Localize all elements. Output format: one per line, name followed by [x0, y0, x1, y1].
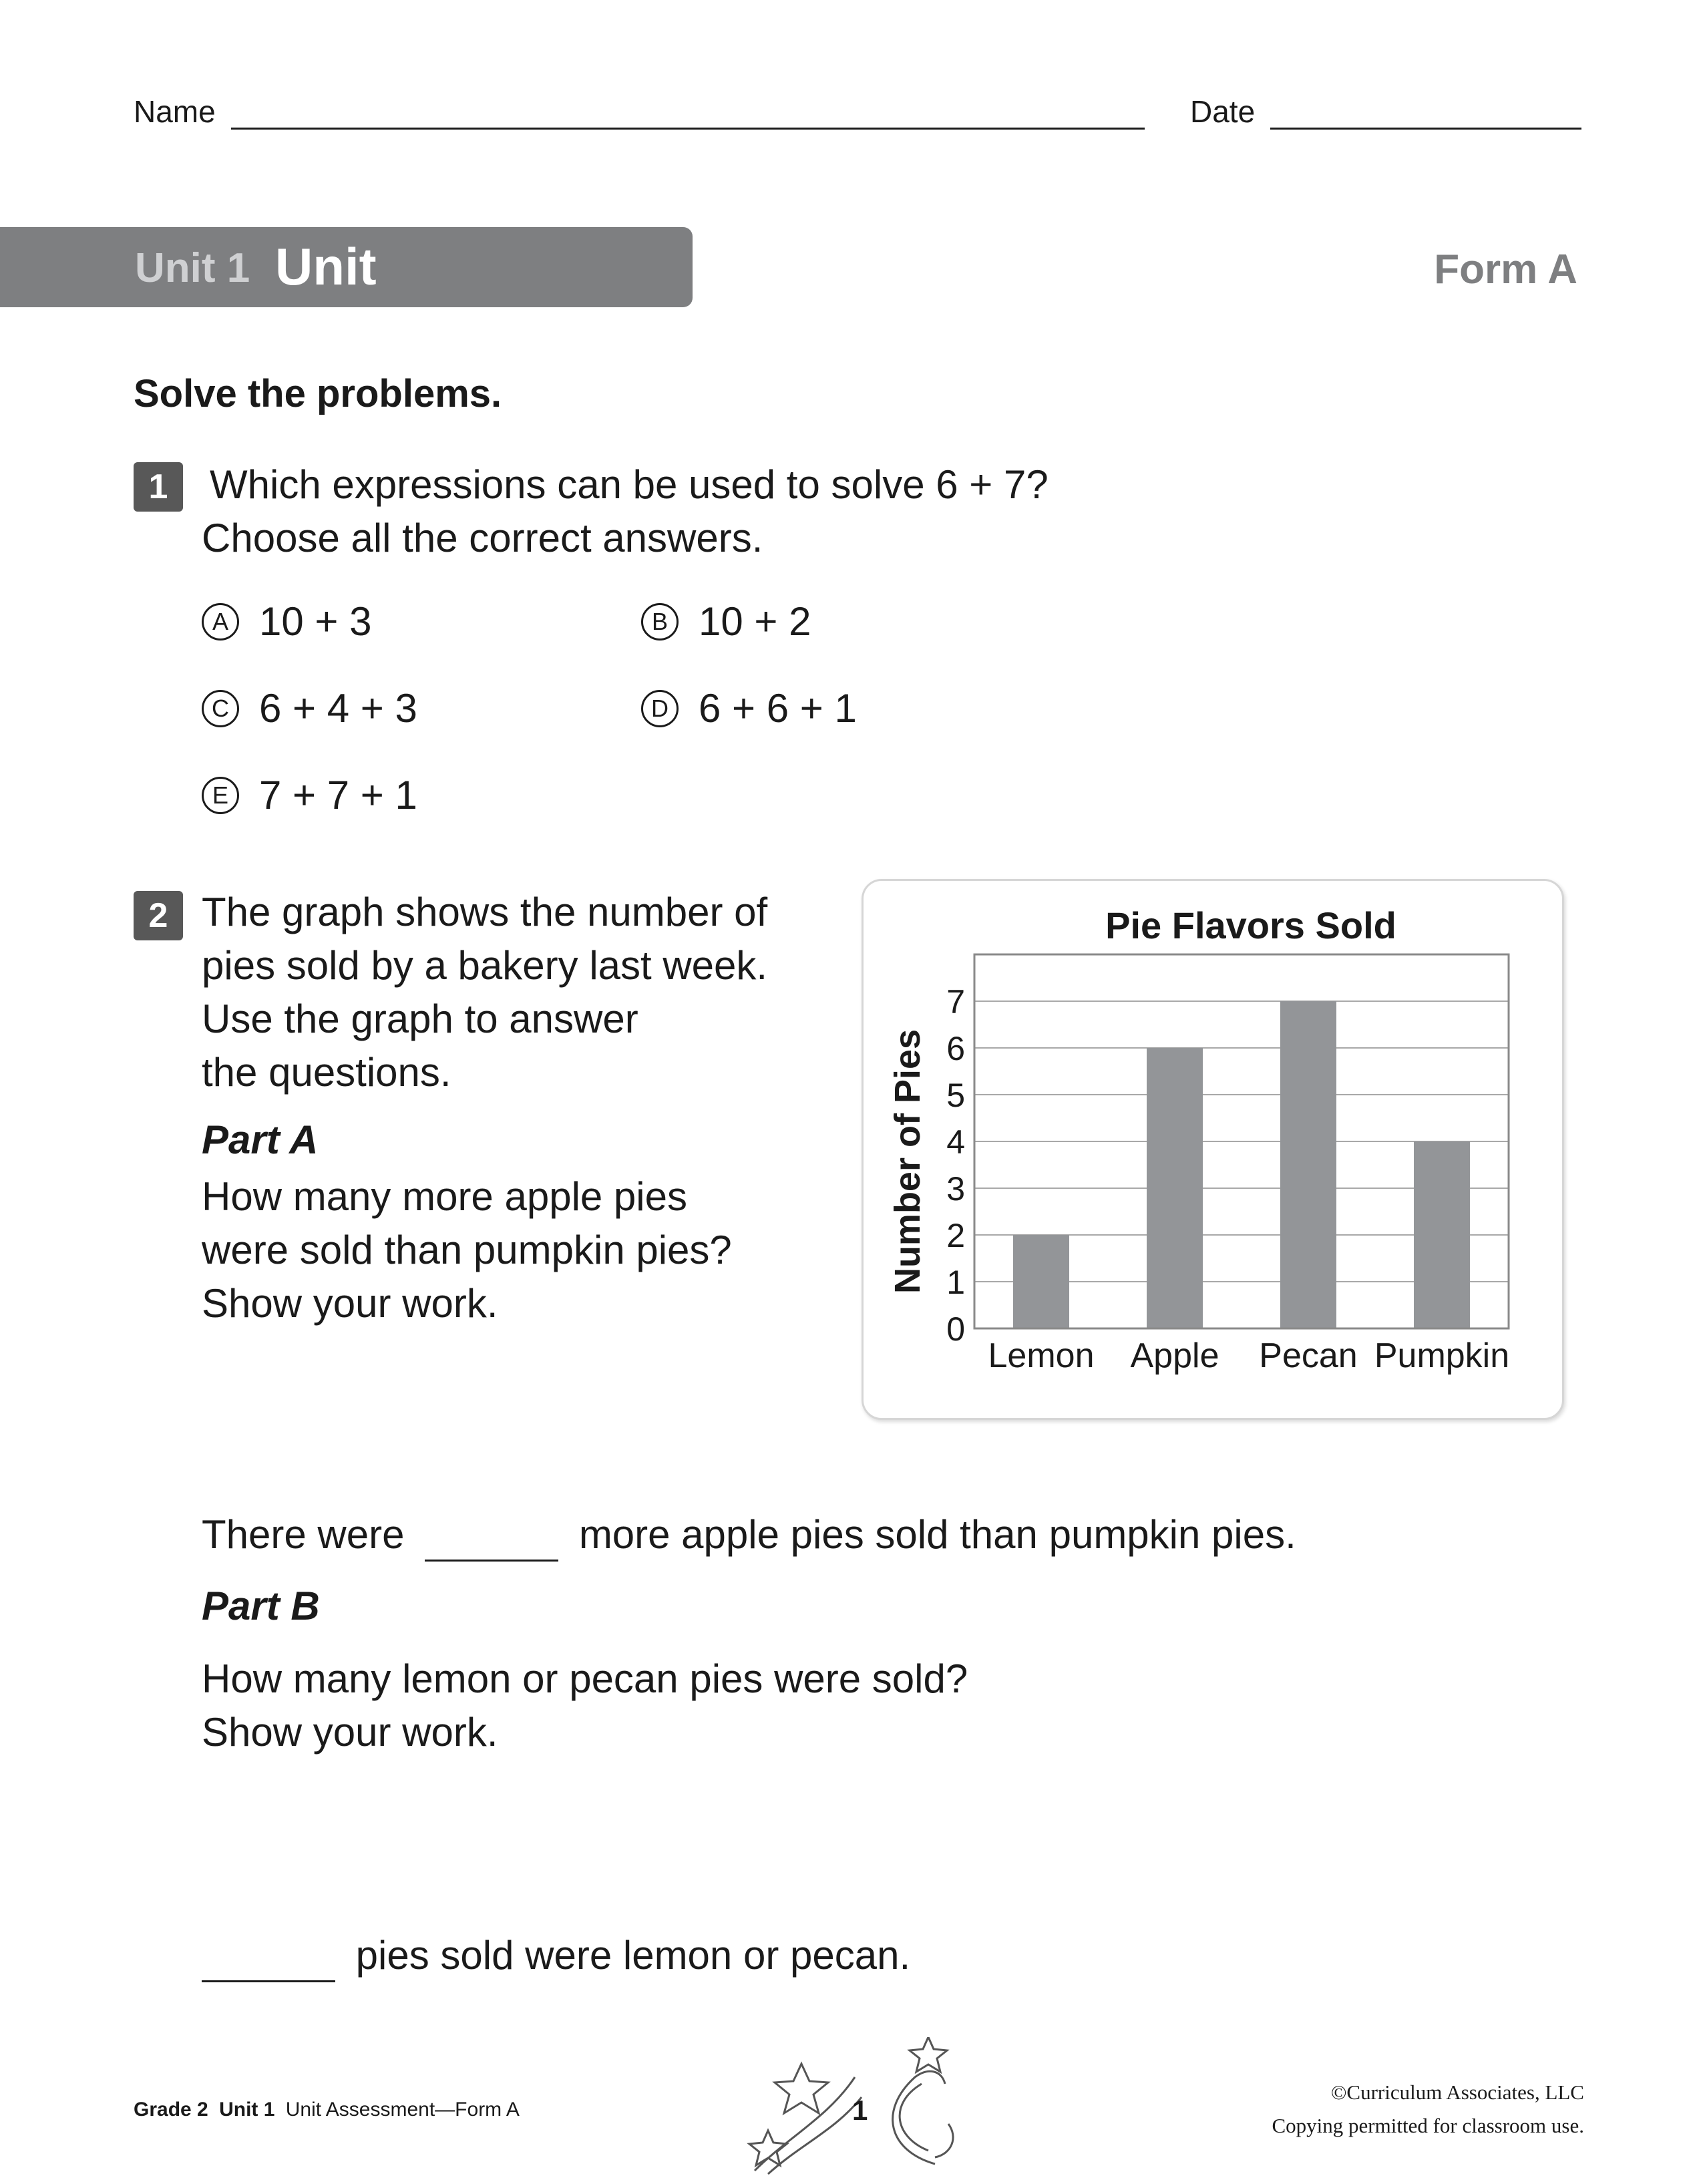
part-a-answer-pre: There were — [202, 1512, 405, 1557]
choice-c-text: 6 + 4 + 3 — [259, 686, 417, 731]
name-row — [134, 94, 1145, 130]
chart-y-tick-label: 6 — [946, 1030, 965, 1067]
chart-bar-apple — [1147, 1048, 1203, 1328]
chart-y-tick-label: 0 — [946, 1310, 965, 1348]
question-2-intro — [202, 886, 767, 1099]
question-2-number: 2 — [134, 891, 183, 940]
part-a-question — [202, 1170, 732, 1330]
question-2-intro-line: The graph shows the number of — [202, 890, 768, 934]
question-1-number: 1 — [134, 462, 183, 512]
banner-unit: Unit 1 — [135, 245, 250, 291]
choice-d-text: 6 + 6 + 1 — [699, 686, 857, 731]
chart-y-tick-label: 2 — [946, 1217, 965, 1254]
chart-y-tick-label: 1 — [946, 1264, 965, 1301]
footer-unit: Unit 1 — [219, 2099, 275, 2121]
choice-e[interactable] — [202, 772, 417, 818]
instructions: Solve the problems. — [134, 372, 502, 415]
choice-c-bubble[interactable]: C — [202, 690, 239, 727]
question-2-intro-line: the questions. — [202, 1050, 451, 1095]
choice-a[interactable] — [202, 598, 372, 645]
unit-banner — [0, 227, 693, 357]
part-b-line: How many lemon or pecan pies were sold? — [202, 1656, 968, 1701]
choice-b-bubble[interactable]: B — [641, 603, 679, 641]
chart-x-tick-label: Apple — [1130, 1336, 1219, 1375]
chart-x-tick-label: Lemon — [988, 1336, 1095, 1375]
question-1-line2: Choose all the correct answers. — [202, 516, 763, 560]
choice-c[interactable] — [202, 685, 417, 731]
chart-panel — [862, 879, 1564, 1420]
choice-b-text: 10 + 2 — [699, 599, 811, 644]
page-number: 1 — [852, 2095, 868, 2126]
choice-e-text: 7 + 7 + 1 — [259, 773, 417, 817]
part-a-line: Show your work. — [202, 1281, 498, 1326]
date-field[interactable] — [1270, 98, 1581, 130]
choice-b[interactable] — [641, 598, 811, 645]
chart-title: Pie Flavors Sold — [1105, 904, 1396, 946]
chart-bar-pumpkin — [1414, 1141, 1470, 1328]
question-1-line1: Which expressions can be used to solve 6 + 7? — [210, 462, 1049, 507]
chart-y-tick-label: 3 — [946, 1170, 965, 1208]
chart-y-tick-label: 5 — [946, 1077, 965, 1114]
choice-a-bubble[interactable]: A — [202, 603, 239, 641]
part-a-answer-row — [202, 1508, 1296, 1562]
form-label: Form A — [1434, 246, 1577, 293]
choice-a-text: 10 + 3 — [259, 599, 372, 644]
part-b-answer-blank[interactable] — [202, 1943, 335, 1982]
chart-bar-lemon — [1013, 1235, 1069, 1328]
part-b-line: Show your work. — [202, 1710, 498, 1755]
part-a-line: How many more apple pies — [202, 1174, 688, 1219]
name-field[interactable] — [231, 98, 1145, 130]
banner-title: Unit Assessment — [275, 237, 582, 357]
part-a-line: were sold than pumpkin pies? — [202, 1228, 732, 1272]
star-swirl-icon — [728, 2037, 968, 2184]
part-b-label: Part B — [202, 1584, 320, 1628]
copyright: ©Curriculum Associates, LLC — [1330, 2080, 1584, 2104]
chart-y-tick-label: 7 — [946, 983, 965, 1021]
name-label: Name — [134, 94, 216, 129]
part-b-answer-row — [202, 1929, 910, 1982]
part-a-answer-blank[interactable] — [425, 1522, 558, 1562]
date-row — [1190, 94, 1581, 130]
choice-d-bubble[interactable]: D — [641, 690, 679, 727]
chart-bar-pecan — [1280, 1001, 1336, 1328]
part-a-label: Part A — [202, 1117, 319, 1162]
question-2-intro-line: Use the graph to answer — [202, 996, 638, 1041]
bar-chart — [864, 881, 1562, 1418]
footer-right — [1272, 2076, 1585, 2143]
footer-title: Unit Assessment—Form A — [285, 2099, 520, 2121]
choice-d[interactable] — [641, 685, 857, 731]
choice-e-bubble[interactable]: E — [202, 777, 239, 814]
date-label: Date — [1190, 94, 1256, 129]
part-b-question — [202, 1652, 968, 1759]
chart-y-tick-label: 4 — [946, 1123, 965, 1161]
footer-grade: Grade 2 — [134, 2099, 208, 2121]
footer-left — [134, 2099, 520, 2121]
chart-x-tick-label: Pecan — [1259, 1336, 1358, 1375]
part-a-answer-post: more apple pies sold than pumpkin pies. — [578, 1512, 1296, 1557]
part-b-answer-post: pies sold were lemon or pecan. — [355, 1933, 911, 1978]
permission: Copying permitted for classroom use. — [1272, 2114, 1584, 2137]
chart-x-tick-label: Pumpkin — [1374, 1336, 1510, 1375]
chart-y-axis-label: Number of Pies — [888, 1029, 928, 1294]
question-2-intro-line: pies sold by a bakery last week. — [202, 943, 768, 988]
